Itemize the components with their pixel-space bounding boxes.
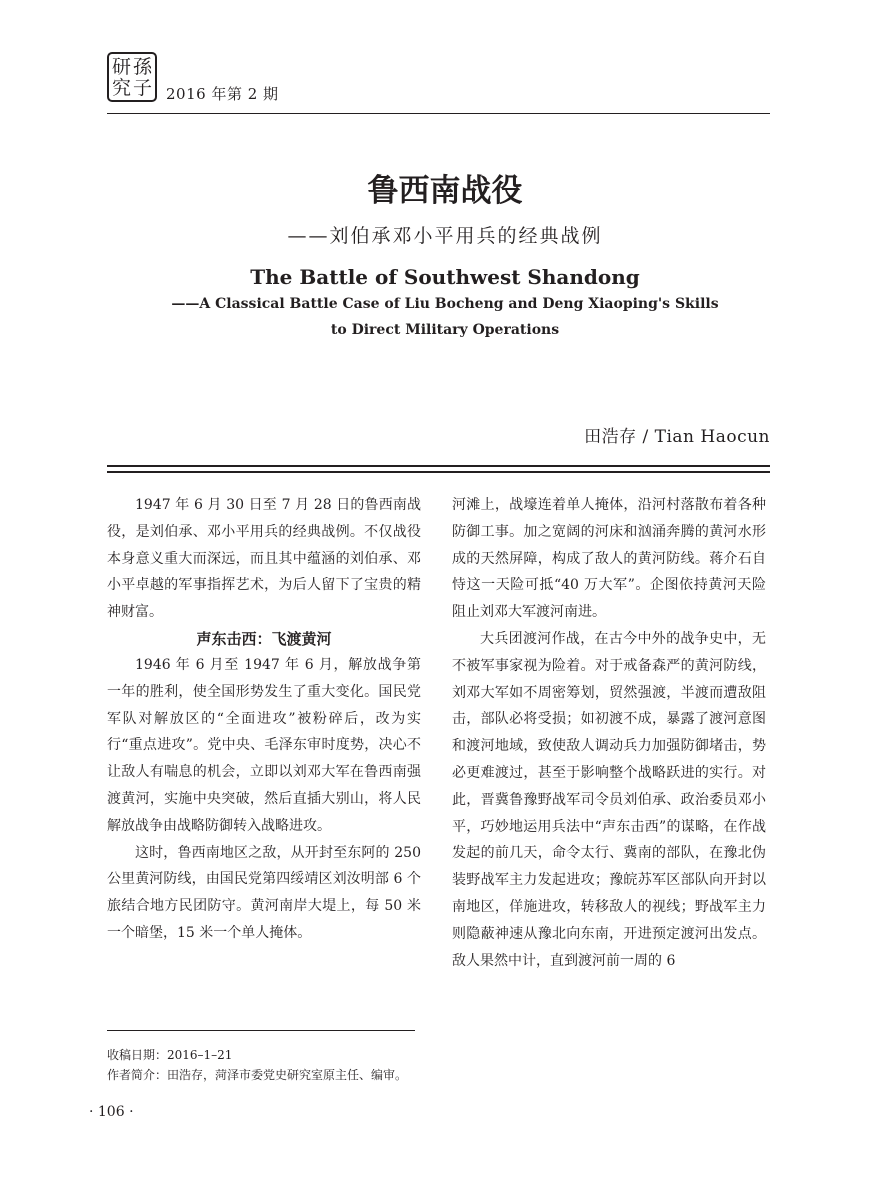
subtitle-english: [0, 291, 890, 343]
page-number: · 106 ·: [89, 1104, 134, 1120]
footnote-divider: [107, 1030, 415, 1031]
footnote-author-bio: 作者简介：田浩存，菏泽市委党史研究室原主任、编审。: [107, 1068, 408, 1082]
journal-logo-seal: [107, 52, 157, 102]
paragraph: 大兵团渡河作战，在古今中外的战争史中，无不被军事家视为险着。对于戒备森严的黄河防线，刘邓大军如不周密筹划，贸然强渡，半渡而遭敌阻击，部队必将受损；如初渡不成，暴露了渡河意图和渡河地域，致使敌人调动兵力加强防御堵击，势必更难渡过，甚至于影响整个战略跃进的实行。对此，晋冀鲁豫野战军司令员刘伯承、政治委员邓小平，巧妙地运用兵法中“声东击西”的谋略，在作战发起的前几天，命令太行、冀南的部队，在豫北伪装野战军主力发起进攻；豫皖苏军区部队向开封以南地区，佯施进攻，转移敌人的视线；野战军主力则隐蔽神速从豫北向东南，开进预定渡河出发点。敌人果然中计，直到渡河前一周的 6: [452, 630, 766, 969]
paragraph: 1947 年 6 月 30 日至 7 月 28 日的鲁西南战役，是刘伯承、邓小平用兵的经典战例。不仅战役本身意义重大而深远，而且其中蕴涵的刘伯承、邓小平卓越的军事指挥艺术，为后人留下了宝贵的精神财富。: [107, 497, 421, 621]
title-divider-top: [107, 465, 770, 467]
body-column-right: [452, 492, 766, 974]
body-column-left: [107, 492, 421, 947]
subtitle-english-line-2: to Direct Military Operations: [330, 322, 560, 338]
logo-char: 子: [133, 77, 153, 99]
logo-char: 孫: [133, 56, 153, 78]
paragraph: 河滩上，战壕连着单人掩体，沿河村落散布着各种防御工事。加之宽阔的河床和汹涌奔腾的黄河水形成的天然屏障，构成了敌人的黄河防线。蒋介石自恃这一天险可抵“40 万大军”。企图依持黄河天险阻止刘邓大军渡河南进。: [452, 497, 766, 621]
subtitle-chinese: ——刘伯承邓小平用兵的经典战例: [287, 225, 603, 247]
section-heading: 声东击西：飞渡黄河: [196, 629, 332, 648]
header-divider: [107, 113, 770, 114]
issue-label: 2016 年第 2 期: [166, 85, 279, 103]
logo-char: 研: [112, 56, 132, 78]
paragraph: 1946 年 6 月至 1947 年 6 月，解放战争第一年的胜利，使全国形势发生了重大变化。国民党军队对解放区的“全面进攻”被粉碎后，改为实行“重点进攻”。党中央、毛泽东审时度势，决心不让敌人有喘息的机会，立即以刘邓大军在鲁西南强渡黄河，实施中央突破，然后直插大别山，将人民解放战争由战略防御转入战略进攻。: [107, 656, 421, 834]
footnote-received-date: 收稿日期：2016–1–21: [107, 1048, 233, 1062]
author-byline: 田浩存 / Tian Haocun: [584, 427, 770, 447]
title-english: The Battle of Southwest Shandong: [250, 265, 640, 289]
paragraph: 这时，鲁西南地区之敌，从开封至东阿的 250 公里黄河防线，由国民党第四绥靖区刘汝明部 6 个旅结合地方民团防守。黄河南岸大堤上，每 50 米一个暗堡，15 米一个单人掩体。: [107, 844, 421, 941]
title-divider-bottom: [107, 471, 770, 473]
logo-char: 究: [112, 77, 132, 99]
subtitle-english-line-1: ——A Classical Battle Case of Liu Bocheng and Deng Xiaoping's Skills: [171, 296, 719, 312]
title-chinese: 鲁西南战役: [367, 173, 523, 209]
